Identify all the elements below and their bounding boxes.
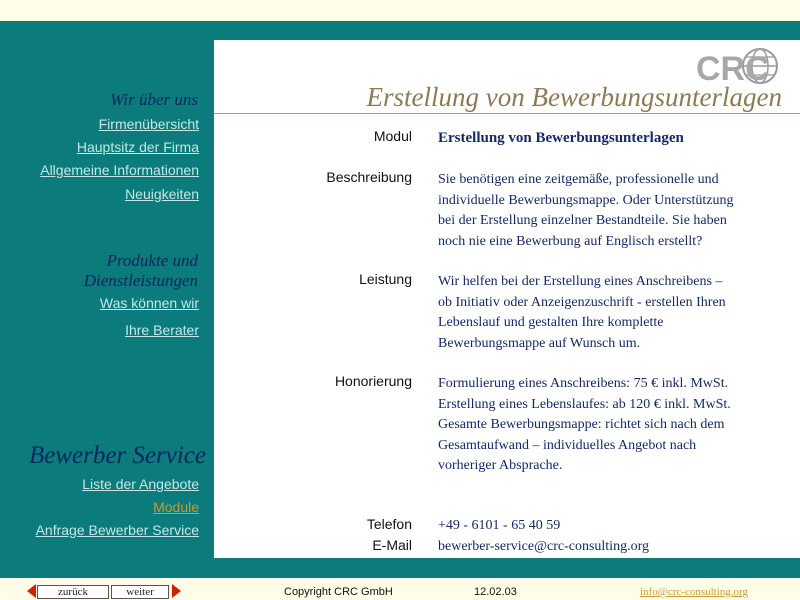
text-line: Lebenslauf und gestalten Ihre komplette [438, 315, 664, 330]
nav-link-anfrage-bewerber-service[interactable]: Anfrage Bewerber Service [35, 522, 199, 538]
date-text: 12.02.03 [474, 586, 517, 598]
next-button[interactable]: weiter [111, 585, 169, 599]
top-strip [0, 0, 800, 21]
value-telefon: +49 - 6101 - 65 40 59 [438, 518, 561, 533]
text-line: Bewerbungsmappe auf Wunsch um. [438, 335, 641, 351]
nav-link-hauptsitz[interactable]: Hauptsitz der Firma [76, 139, 199, 155]
value-honorierung [438, 374, 783, 477]
text-line: Erstellung eines Lebenslaufes: ab 120 € inkl. MwSt. [438, 396, 731, 412]
text-line: individuelle Bewerbungsmappe. Oder Unterstützung [438, 192, 734, 208]
text-line: Gesamte Bewerbungsmappe: richtet sich nach dem [438, 417, 725, 432]
section-heading-bewerber-service: Bewerber Service [28, 442, 206, 469]
label-modul: Modul [373, 128, 412, 144]
text-line: Formulierung eines Anschreibens: 75 € inkl. MwSt. [438, 376, 729, 391]
text-line: Sie benötigen eine zeitgemäße, professionelle und [438, 172, 719, 187]
nav-link-ihre-berater[interactable]: Ihre Berater [125, 322, 199, 338]
text-line: Wir helfen bei der Erstellung eines Anschreibens – [438, 274, 723, 289]
section-heading-products [84, 251, 198, 291]
crc-logo [694, 44, 782, 86]
nav-link-was-koennen-wir[interactable]: Was können wir [99, 295, 199, 311]
text-line: noch nie eine Bewerbung auf Englisch erstellt? [438, 233, 703, 249]
label-beschreibung: Beschreibung [326, 169, 412, 185]
value-beschreibung [438, 170, 783, 252]
title-divider [214, 113, 800, 114]
label-honorierung: Honorierung [334, 373, 412, 389]
nav-link-liste-der-angebote[interactable]: Liste der Angebote [82, 476, 199, 492]
label-email: E-Mail [372, 537, 412, 553]
section-heading-products-line2: Dienstleistungen [83, 271, 198, 290]
copyright-text: Copyright CRC GmbH [284, 586, 393, 598]
nav-link-neuigkeiten[interactable]: Neuigkeiten [125, 186, 199, 202]
nav-link-module[interactable]: Module [153, 499, 199, 515]
next-arrow-icon[interactable] [172, 584, 181, 598]
value-leistung [438, 272, 783, 354]
logo-text: CRC [696, 50, 770, 86]
text-line: ob Initiativ oder Anzeigenzuschrift - erstellen Ihren [438, 294, 726, 310]
text-line: Gesamtaufwand – individuelles Angebot nach [438, 437, 697, 453]
text-line: vorheriger Absprache. [438, 458, 563, 473]
footer-email-link[interactable]: info@crc-consulting.org [640, 586, 748, 598]
back-button[interactable]: zurück [37, 585, 109, 599]
nav-link-firmenuebersicht[interactable]: Firmenübersicht [98, 116, 199, 132]
section-heading-products-line1: Produkte und [106, 251, 198, 270]
text-line: bei der Erstellung einzelner Bestandteile. Sie haben [438, 213, 727, 228]
page-title: Erstellung von Bewerbungsunterlagen [366, 82, 782, 112]
back-arrow-icon[interactable] [27, 584, 36, 598]
label-leistung: Leistung [359, 271, 412, 287]
value-modul: Erstellung von Bewerbungsunterlagen [438, 130, 684, 146]
nav-link-allgemeine-informationen[interactable]: Allgemeine Informationen [40, 162, 199, 178]
section-heading-about: Wir über uns [110, 90, 198, 109]
value-email: bewerber-service@crc-consulting.org [438, 539, 649, 554]
label-telefon: Telefon [366, 516, 412, 532]
